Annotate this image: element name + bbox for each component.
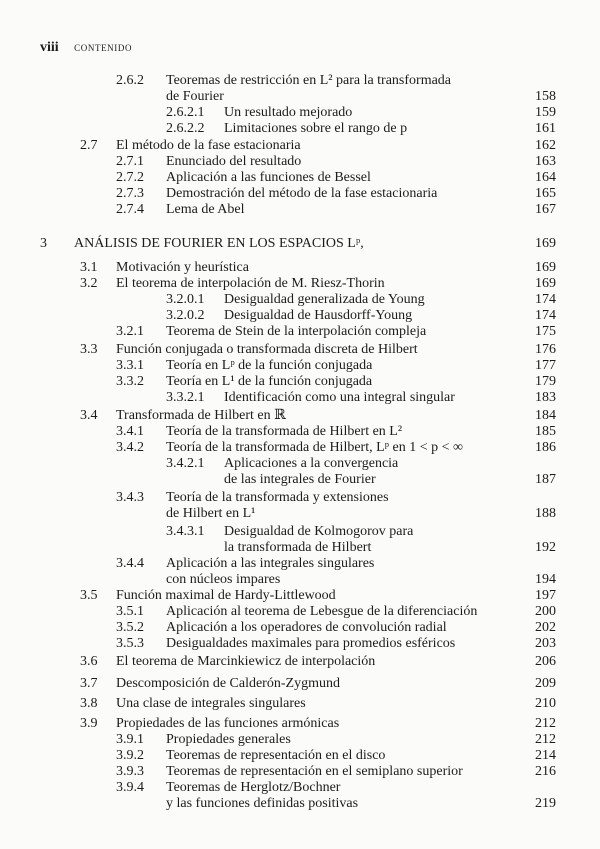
toc-entry-page: 197 <box>535 588 556 603</box>
toc-entry-page: 219 <box>535 796 556 811</box>
toc-entry-number: 2.7 <box>80 138 98 153</box>
toc-entry-page: 185 <box>535 424 556 439</box>
toc-entry-title: Teoría de la transformada y extensiones <box>166 490 389 505</box>
toc-entry-number: 3.9.1 <box>116 732 144 747</box>
toc-entry-number: 3.3.1 <box>116 358 144 373</box>
toc-entry-title: Demostración del método de la fase estacionaria <box>166 186 438 201</box>
toc-entry-title: Motivación y heurística <box>116 260 249 275</box>
toc-entry-number: 3.4.3 <box>116 490 144 505</box>
toc-entry-title: El teorema de Marcinkiewicz de interpolación <box>116 654 376 669</box>
toc-entry-number: 2.6.2.2 <box>166 121 205 136</box>
toc-entry-page: 159 <box>535 105 556 120</box>
toc-entry-number: 3.9.3 <box>116 764 144 779</box>
toc-entry-page: 187 <box>535 472 556 487</box>
toc-entry-page: 165 <box>535 186 556 201</box>
toc-entry-page: 206 <box>535 654 556 669</box>
toc-entry-title: Teoría en L¹ de la función conjugada <box>166 374 373 389</box>
toc-entry-page: 194 <box>535 572 556 587</box>
toc-entry-page: 174 <box>535 308 556 323</box>
toc-entry-page: 212 <box>535 732 556 747</box>
toc-entry-page: 175 <box>535 324 556 339</box>
toc-entry-title: Teoremas de representación en el semiplano superior <box>166 764 463 779</box>
toc-entry-number: 3.2.0.1 <box>166 292 205 307</box>
toc-entry-title: Función maximal de Hardy-Littlewood <box>116 588 336 603</box>
toc-entry-number: 3.5.3 <box>116 636 144 651</box>
toc-entry-number: 2.7.3 <box>116 186 144 201</box>
toc-entry-page: 212 <box>535 716 556 731</box>
toc-entry-page: 200 <box>535 604 556 619</box>
header-page-number: viii <box>40 40 59 55</box>
toc-entry-title: Desigualdad generalizada de Young <box>224 292 425 307</box>
toc-entry-page: 174 <box>535 292 556 307</box>
toc-entry-title: Lema de Abel <box>166 202 245 217</box>
toc-entry-number: 2.7.1 <box>116 154 144 169</box>
toc-entry-title: El teorema de interpolación de M. Riesz-Thorin <box>116 276 385 291</box>
toc-entry-page: 183 <box>535 390 556 405</box>
toc-entry-title: El método de la fase estacionaria <box>116 138 301 153</box>
toc-entry-number: 2.7.2 <box>116 170 144 185</box>
toc-entry-page: 162 <box>535 138 556 153</box>
toc-entry-page: 169 <box>535 236 556 251</box>
toc-entry-page: 176 <box>535 342 556 357</box>
toc-entry-title: Teorema de Stein de la interpolación compleja <box>166 324 427 339</box>
toc-entry-title: Teoremas de Herglotz/Bochner <box>166 780 341 795</box>
toc-entry-number: 3.4.3.1 <box>166 524 205 539</box>
toc-entry-number: 3.4.1 <box>116 424 144 439</box>
toc-entry-number: 3.5.1 <box>116 604 144 619</box>
toc-entry-number: 3.1 <box>80 260 98 275</box>
toc-entry-title: Aplicación a las integrales singulares <box>166 556 375 571</box>
toc-entry-number: 3.8 <box>80 696 98 711</box>
toc-entry-title: de Hilbert en L¹ <box>166 506 256 521</box>
toc-entry-number: 3.2.1 <box>116 324 144 339</box>
toc-entry-title: Teoremas de representación en el disco <box>166 748 386 763</box>
toc-entry-number: 3.2.0.2 <box>166 308 205 323</box>
toc-entry-page: 202 <box>535 620 556 635</box>
toc-entry-page: 179 <box>535 374 556 389</box>
toc-entry-title: Propiedades generales <box>166 732 291 747</box>
toc-entry-title: Aplicación a las funciones de Bessel <box>166 170 371 185</box>
toc-entry-page: 210 <box>535 696 556 711</box>
toc-entry-title: Desigualdad de Kolmogorov para <box>224 524 414 539</box>
toc-entry-title: Aplicación a los operadores de convolución radial <box>166 620 447 635</box>
toc-entry-title: Teoría de la transformada de Hilbert, Lᵖ en 1 < p < ∞ <box>166 440 463 455</box>
toc-entry-number: 3.4 <box>80 408 98 423</box>
toc-entry-number: 3.2 <box>80 276 98 291</box>
toc-entry-number: 3.3 <box>80 342 98 357</box>
toc-entry-page: 184 <box>535 408 556 423</box>
toc-entry-number: 3.9.4 <box>116 780 144 795</box>
toc-entry-number: 3.6 <box>80 654 98 669</box>
toc-entry-number: 2.6.2 <box>116 73 144 88</box>
toc-entry-page: 203 <box>535 636 556 651</box>
toc-entry-page: 214 <box>535 748 556 763</box>
toc-entry-number: 2.6.2.1 <box>166 105 205 120</box>
toc-entry-number: 3.5.2 <box>116 620 144 635</box>
toc-entry-title: Propiedades de las funciones armónicas <box>116 716 340 731</box>
toc-entry-number: 3.9.2 <box>116 748 144 763</box>
toc-entry-title: Aplicaciones a la convergencia <box>224 456 399 471</box>
toc-entry-title: Teoría en Lᵖ de la función conjugada <box>166 358 373 373</box>
toc-entry-page: 169 <box>535 260 556 275</box>
header-title: CONTENIDO <box>74 43 133 53</box>
toc-entry-title: Teoremas de restricción en L² para la transformada <box>166 73 452 88</box>
toc-entry-title: Enunciado del resultado <box>166 154 302 169</box>
toc-entry-page: 186 <box>535 440 556 455</box>
toc-entry-title: ANÁLISIS DE FOURIER EN LOS ESPACIOS Lᵖ, <box>74 236 364 251</box>
toc-entry-title: de las integrales de Fourier <box>224 472 376 487</box>
toc-entry-title: Descomposición de Calderón-Zygmund <box>116 676 340 691</box>
toc-entry-number: 3.3.2.1 <box>166 390 205 405</box>
toc-entry-title: Identificación como una integral singular <box>224 390 455 405</box>
toc-entry-page: 188 <box>535 506 556 521</box>
toc-entry-title: Función conjugada o transformada discreta de Hilbert <box>116 342 418 357</box>
toc-entry-title: de Fourier <box>166 89 224 104</box>
toc-entry-number: 2.7.4 <box>116 202 144 217</box>
toc-entry-number: 3 <box>40 236 47 251</box>
toc-entry-title: Aplicación al teorema de Lebesgue de la diferenciación <box>166 604 478 619</box>
toc-entry-page: 177 <box>535 358 556 373</box>
toc-entry-number: 3.4.4 <box>116 556 144 571</box>
toc-entry-title: Limitaciones sobre el rango de p <box>224 121 408 136</box>
toc-entry-page: 167 <box>535 202 556 217</box>
toc-entry-page: 169 <box>535 276 556 291</box>
toc-entry-number: 3.5 <box>80 588 98 603</box>
toc-entry-number: 3.4.2.1 <box>166 456 205 471</box>
toc-entry-title: la transformada de Hilbert <box>224 540 372 555</box>
toc-entry-title: con núcleos impares <box>166 572 281 587</box>
toc-entry-page: 209 <box>535 676 556 691</box>
toc-entry-title: y las funciones definidas positivas <box>166 796 359 811</box>
toc-entry-number: 3.4.2 <box>116 440 144 455</box>
toc-entry-title: Teoría de la transformada de Hilbert en L² <box>166 424 403 439</box>
toc-entry-title: Desigualdad de Hausdorff-Young <box>224 308 413 323</box>
toc-entry-number: 3.7 <box>80 676 98 691</box>
toc-entry-page: 164 <box>535 170 556 185</box>
toc-entry-page: 158 <box>535 89 556 104</box>
toc-entry-page: 192 <box>535 540 556 555</box>
toc-entry-page: 163 <box>535 154 556 169</box>
toc-entry-title: Transformada de Hilbert en ℝ <box>116 408 286 423</box>
toc-entry-title: Una clase de integrales singulares <box>116 696 306 711</box>
toc-entry-number: 3.9 <box>80 716 98 731</box>
toc-entry-title: Desigualdades maximales para promedios esféricos <box>166 636 456 651</box>
toc-entry-page: 216 <box>535 764 556 779</box>
toc-entry-page: 161 <box>535 121 556 136</box>
toc-entry-title: Un resultado mejorado <box>224 105 353 120</box>
toc-entry-number: 3.3.2 <box>116 374 144 389</box>
